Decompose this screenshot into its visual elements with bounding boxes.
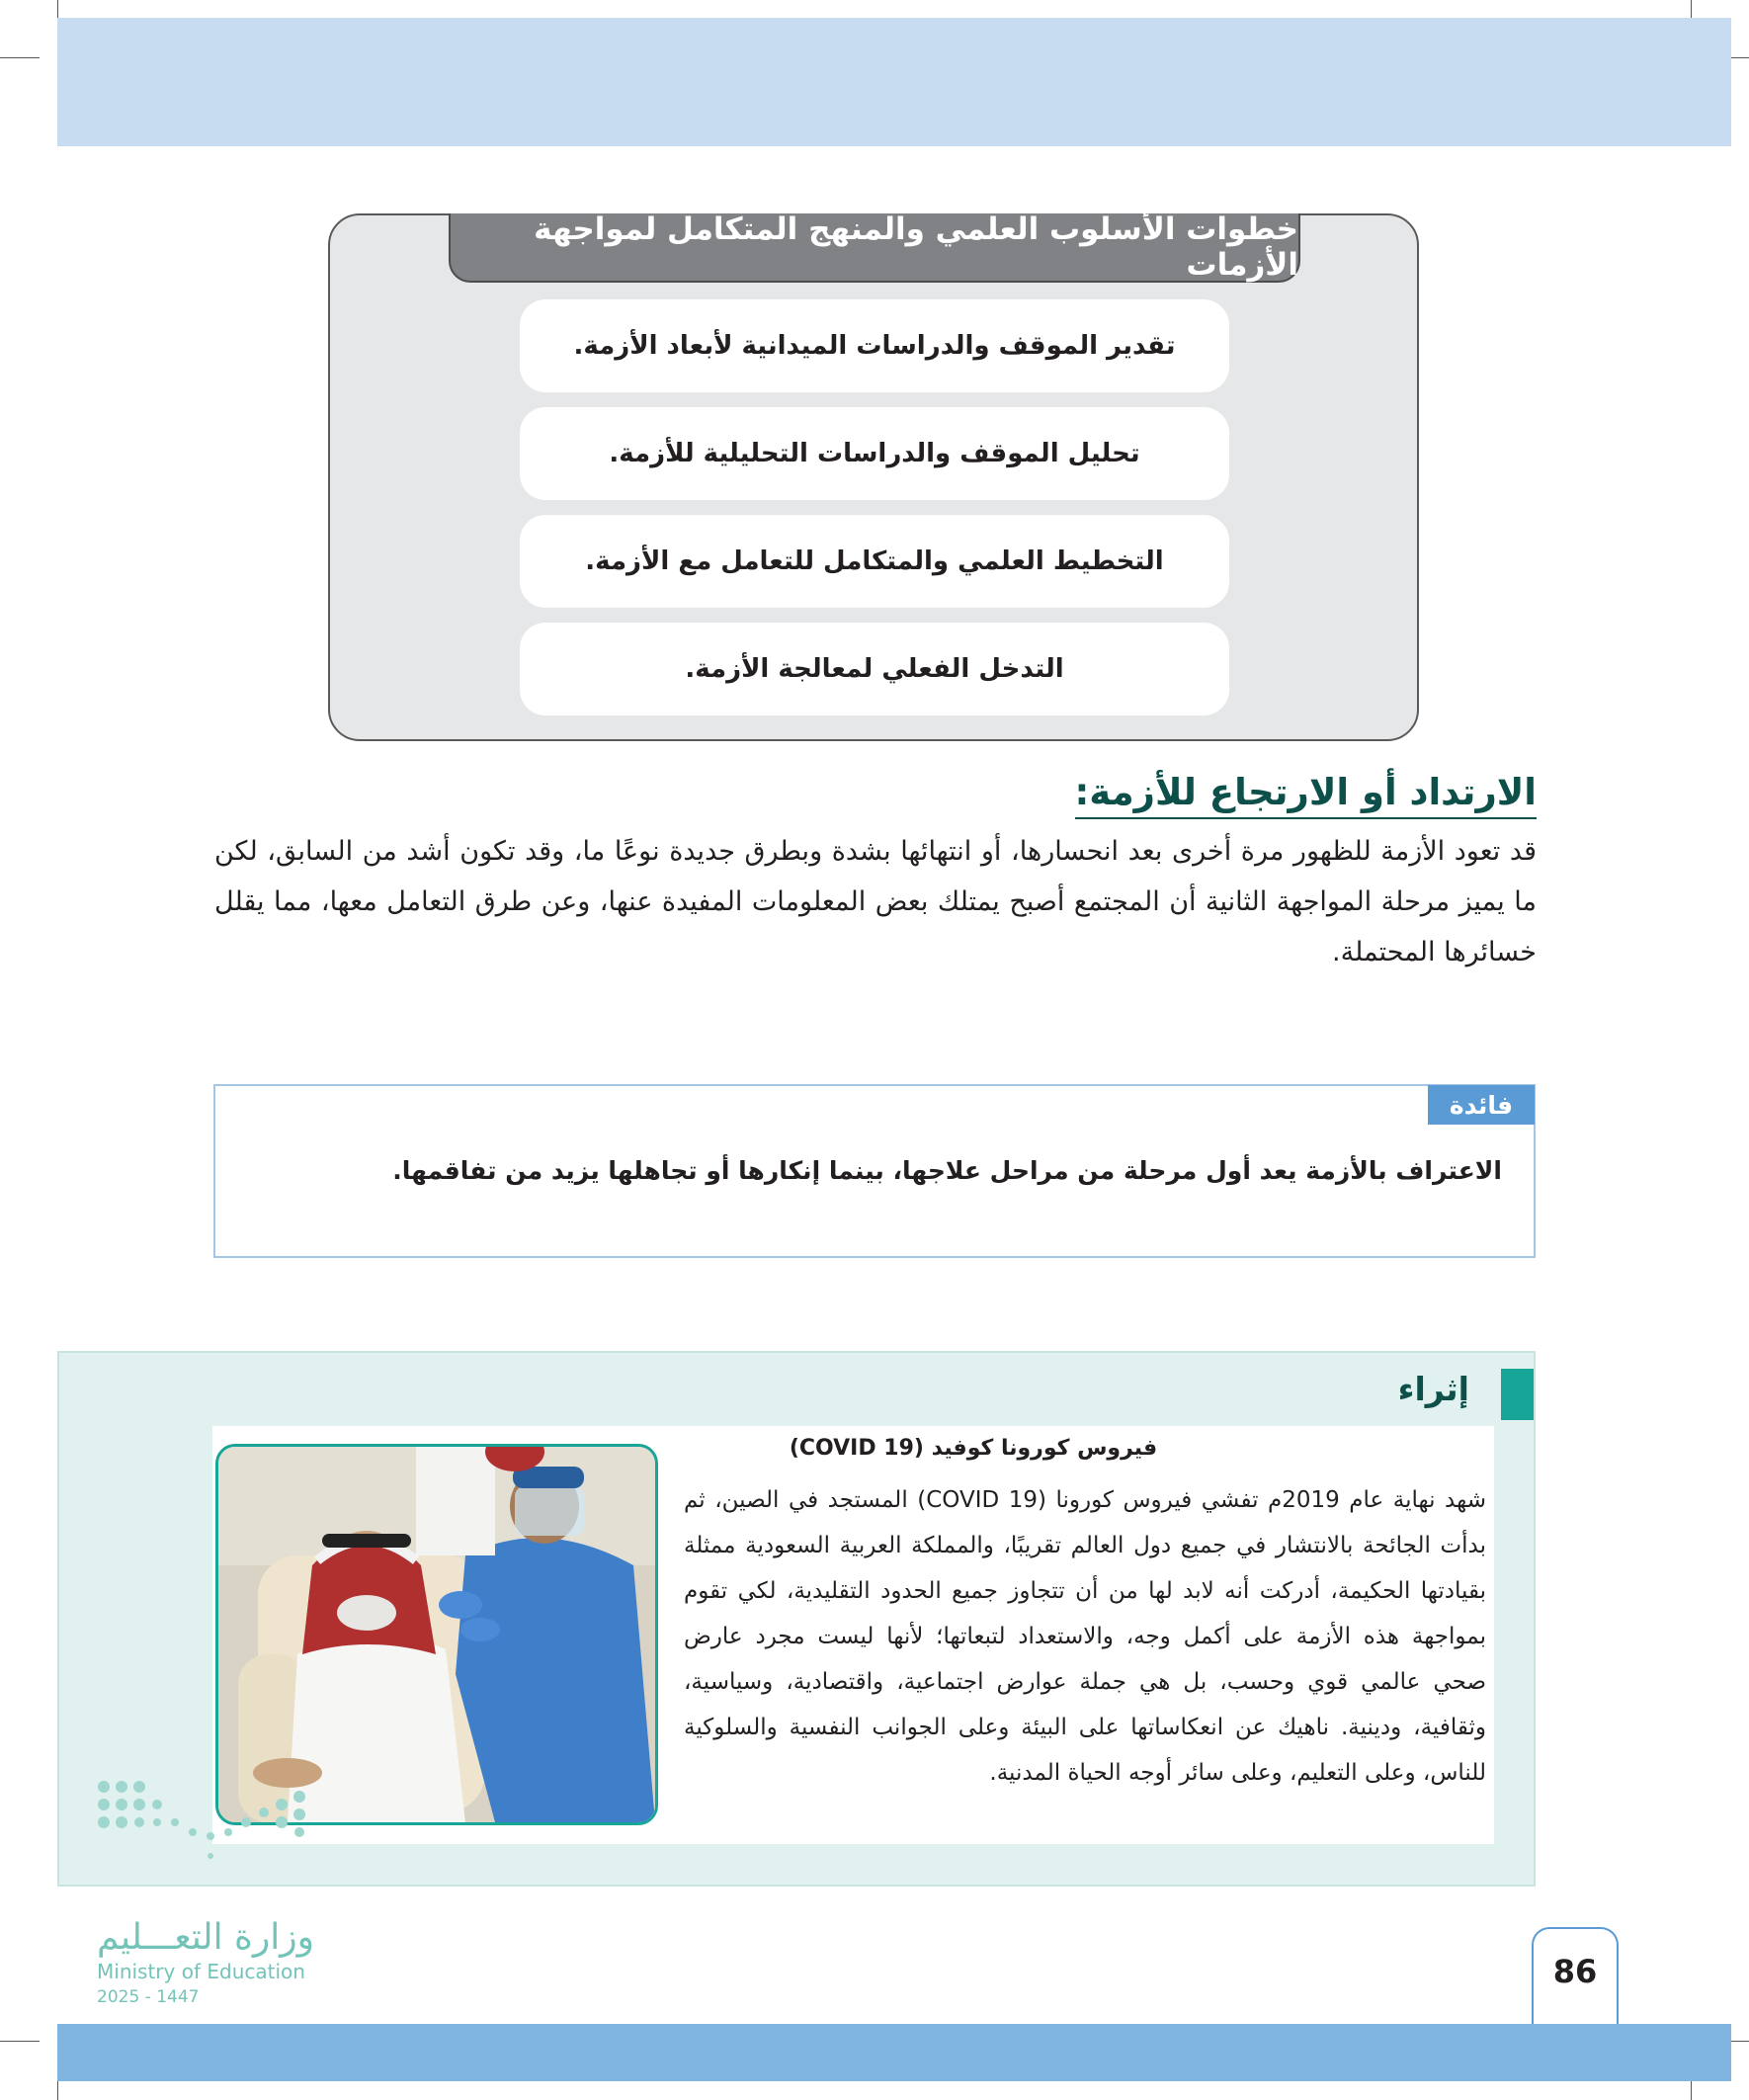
photo-illustration [218, 1447, 655, 1822]
step-card: التدخل الفعلي لمعالجة الأزمة. [520, 623, 1229, 715]
enrichment-header [59, 1353, 1534, 1426]
vaccination-photo [215, 1444, 658, 1825]
crop-mark [0, 57, 40, 58]
section-heading: الارتداد أو الارتجاع للأزمة: [1075, 771, 1538, 819]
tip-tag: فائدة [1428, 1085, 1535, 1125]
ministry-name-arabic: وزارة التعـــليم [97, 1917, 315, 1958]
enrichment-paragraph: شهد نهاية عام 2019م تفشي فيروس كورونا (COVID 19) المستجد في الصين، ثم بدأت الجائحة بالانتشار في جميع دول العالم تقريبًا، والمملكة العربية السعودية ممثلة بقيادتها الحكيمة، أدركت أنه لابد لها من أن تتجاوز جميع الحدود التقليدية، لكي تقوم بمواجهة هذه الأزمة على أكمل وجه، والاستعداد لتبعاتها؛ لأنها ليست مجرد عارض صحي عالمي قوي وحسب، بل هي جملة عوارض اجتماعية، واقتصادية، وسياسية، وثقافية، ودينية. ناهيك عن انعكاساتها على البيئة وعلى الجوانب النفسية والسلوكية للناس، وعلى التعليم، وعلى سائر أوجه الحياة المدنية. [684, 1487, 1486, 1786]
ministry-name-english: Ministry of Education [97, 1960, 305, 1983]
step-card: تقدير الموقف والدراسات الميدانية لأبعاد الأزمة. [520, 299, 1229, 392]
ministry-logo-icon [94, 1777, 321, 1895]
step-card: التخطيط العلمي والمتكامل للتعامل مع الأزمة. [520, 515, 1229, 608]
crop-mark [0, 2041, 40, 2042]
section-paragraph: قد تعود الأزمة للظهور مرة أخرى بعد انحسارها، أو انتهائها بشدة وبطرق جديدة نوعًا ما، وقد تكون أشد من السابق، لكن ما يميز مرحلة المواجهة الثانية أن المجتمع أصبح يمتلك بعض المعلومات المفيدة عنها، وعن طرق التعامل معها، مما يقلل خسائرها المحتملة. [214, 836, 1537, 967]
bottom-band [57, 2024, 1731, 2081]
enrichment-margin [1494, 1426, 1534, 1844]
edition-year: 2025 - 1447 [97, 1987, 200, 2007]
top-band [57, 18, 1731, 146]
enrichment-accent-bar [1501, 1369, 1534, 1420]
enrichment-subtitle: فيروس كورونا كوفيد (COVID 19) [789, 1436, 1158, 1461]
steps-title: خطوات الأسلوب العلمي والمنهج المتكامل لمواجهة الأزمات [449, 213, 1300, 283]
tip-text: الاعتراف بالأزمة يعد أول مرحلة من مراحل علاجها، بينما إنكارها أو تجاهلها يزيد من تفاقمها. [392, 1156, 1502, 1185]
enrichment-title: إثراء [1397, 1370, 1469, 1408]
page-number: 86 [1532, 1927, 1619, 2026]
step-card: تحليل الموقف والدراسات التحليلية للأزمة. [520, 407, 1229, 500]
